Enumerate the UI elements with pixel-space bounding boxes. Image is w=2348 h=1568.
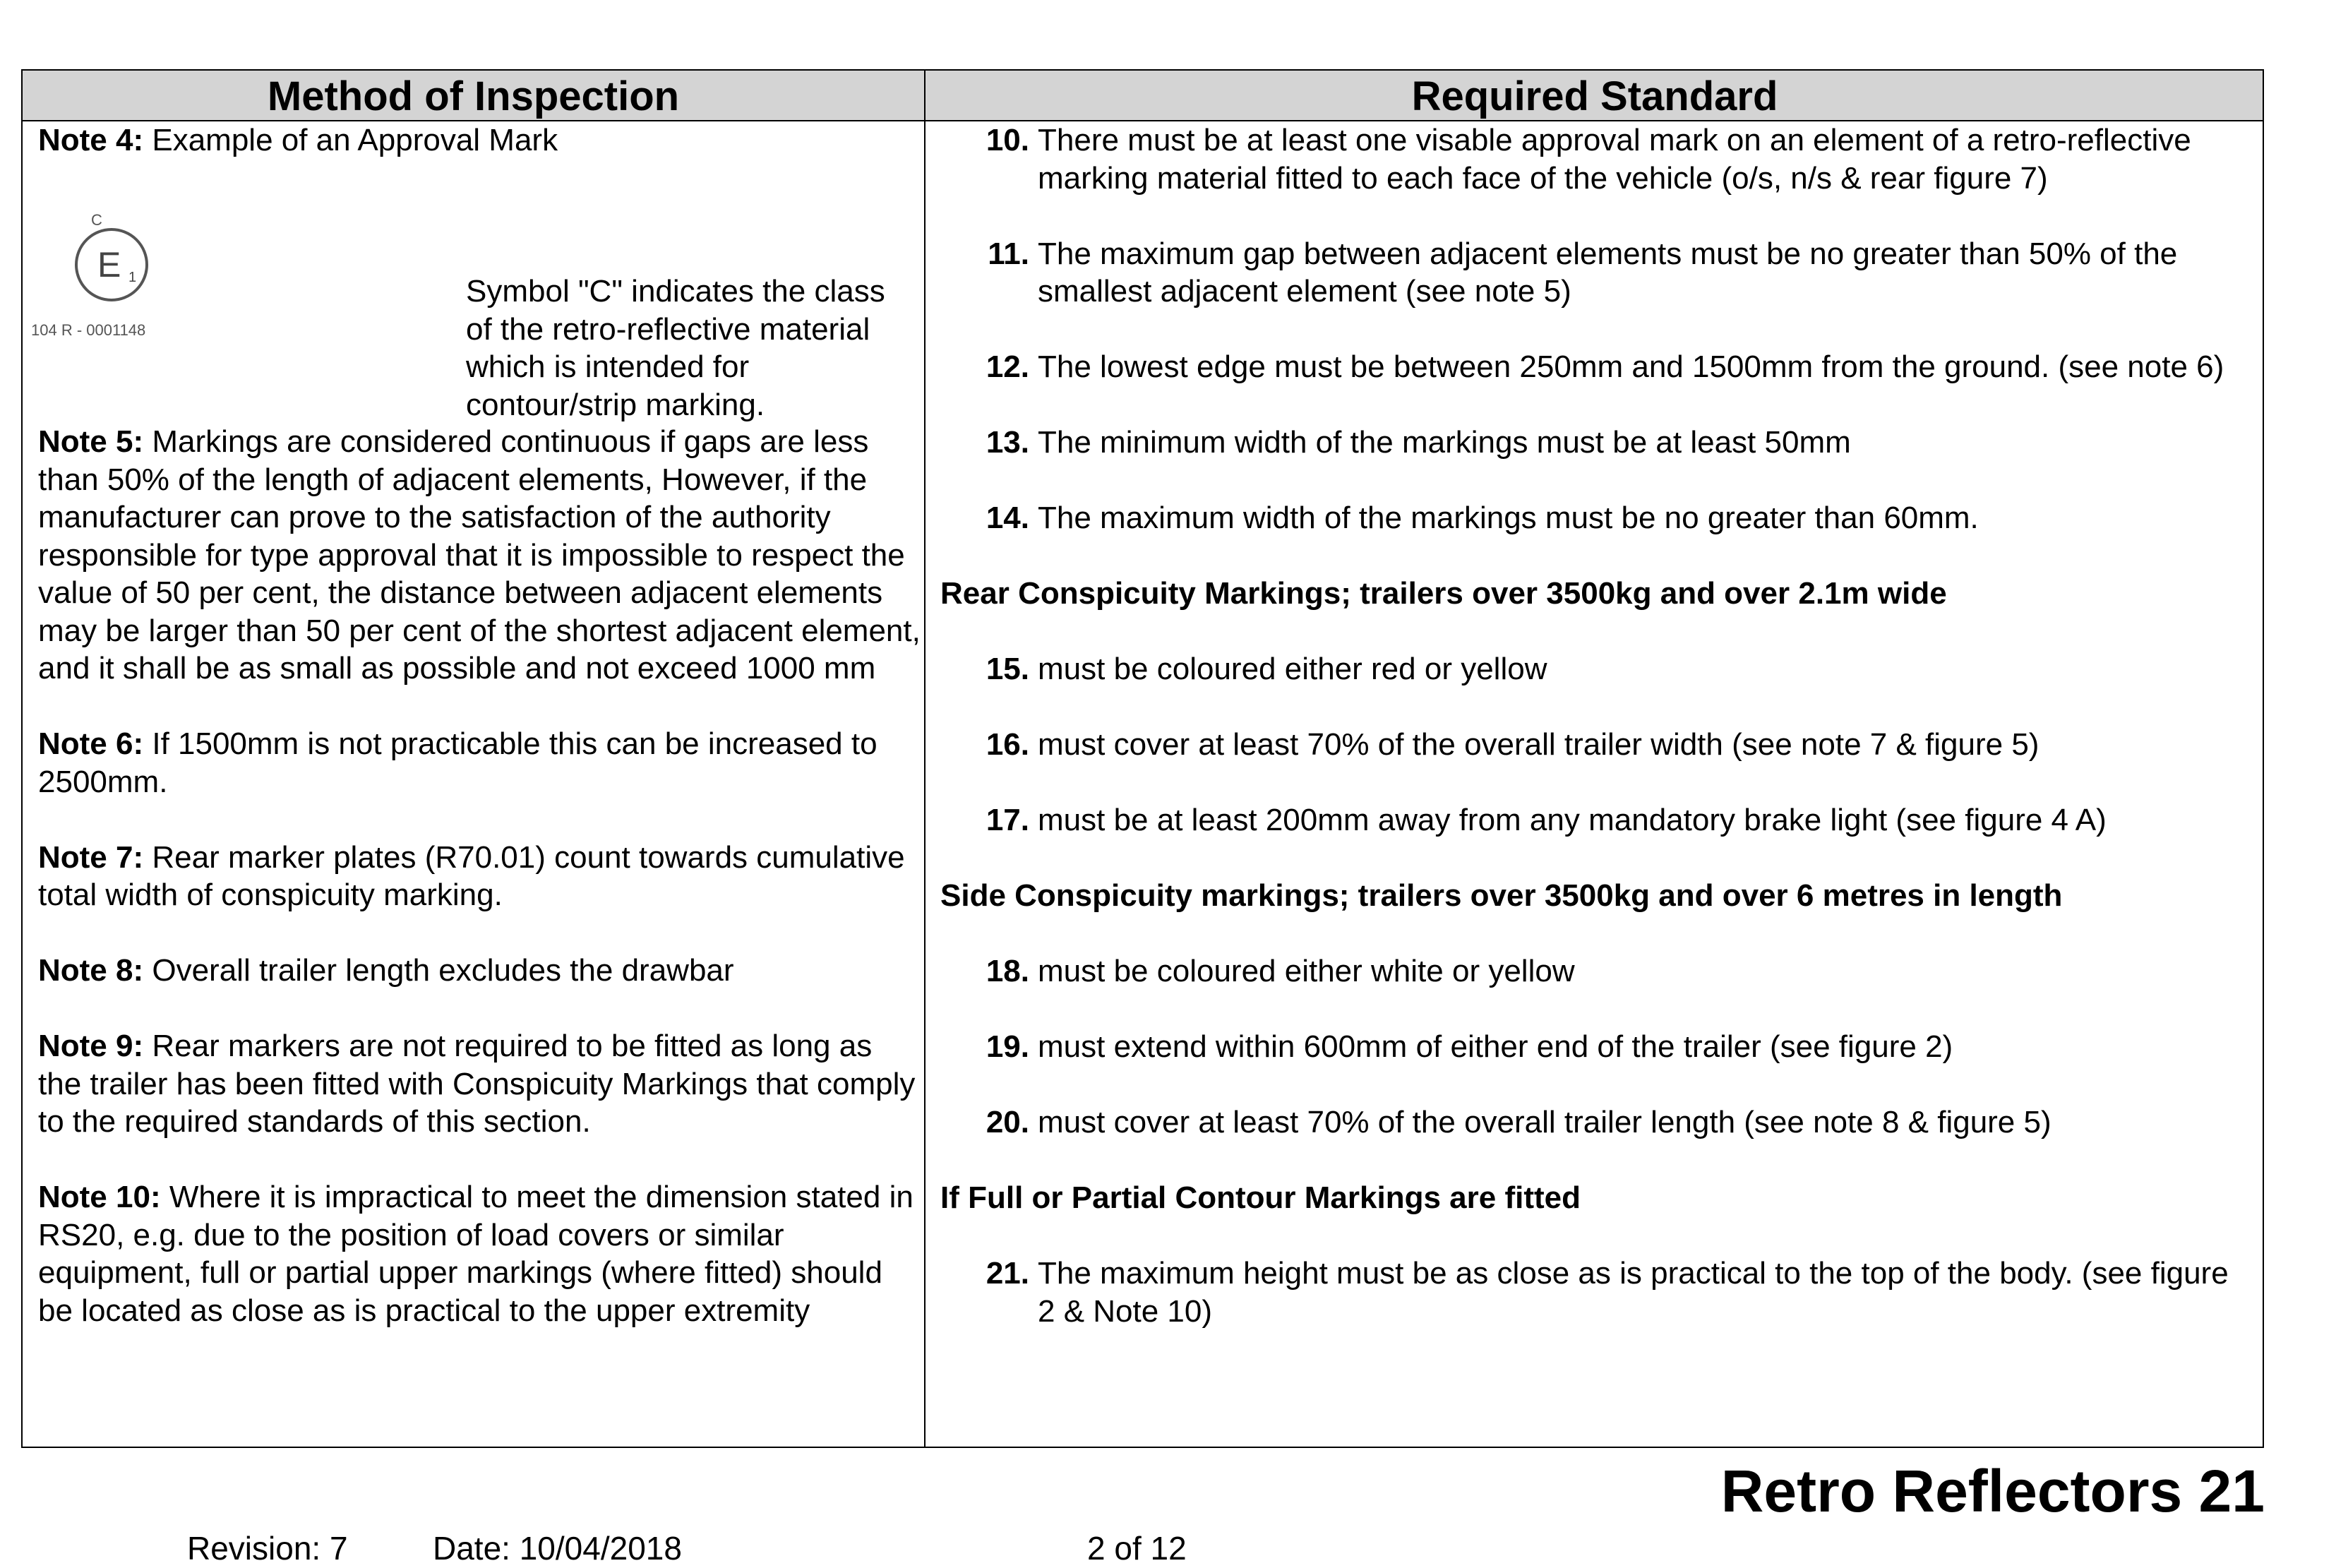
standard-item-19 bbox=[940, 1028, 2253, 1066]
footer-page-number: 2 of 12 bbox=[1087, 1530, 1187, 1567]
note-6 bbox=[38, 725, 921, 801]
note-text: If 1500mm is not practicable this can be increased to 2500mm. bbox=[38, 726, 877, 799]
approval-mark-description: Symbol "C" indicates the class of the retro-reflective material which is intended for contour/strip marking. bbox=[466, 274, 885, 422]
item-number: 11. bbox=[988, 236, 1029, 271]
standard-item-11 bbox=[940, 235, 2253, 311]
item-text: must be coloured either red or yellow bbox=[1038, 652, 1547, 686]
item-number: 17. bbox=[986, 803, 1029, 837]
item-number: 13. bbox=[986, 425, 1029, 460]
note-label: Note 7: bbox=[38, 839, 144, 875]
item-number: 15. bbox=[986, 652, 1029, 686]
item-number: 14. bbox=[986, 501, 1029, 535]
standard-item-13 bbox=[940, 424, 2253, 462]
item-number: 10. bbox=[986, 123, 1029, 157]
note-5 bbox=[38, 423, 921, 688]
note-label: Note 5: bbox=[38, 424, 144, 459]
table-header-row bbox=[23, 71, 2263, 121]
note-text: Rear markers are not required to be fitted as long as the trailer has been fitted with Conspicuity Markings that comply to the required standards of this section. bbox=[38, 1029, 916, 1139]
header-required-standard: Required Standard bbox=[1411, 73, 1778, 119]
note-label: Note 10: bbox=[38, 1180, 161, 1214]
note-text: Example of an Approval Mark bbox=[143, 123, 558, 157]
standard-column bbox=[940, 121, 2253, 1368]
item-number: 20. bbox=[986, 1105, 1029, 1139]
approval-code: 104 R - 0001148 bbox=[31, 321, 146, 339]
item-text: The lowest edge must be between 250mm and 1500mm from the ground. (see note 6) bbox=[1038, 349, 2224, 384]
item-number: 16. bbox=[986, 727, 1029, 762]
note-10 bbox=[38, 1178, 921, 1329]
standard-item-16 bbox=[940, 726, 2253, 764]
note-8 bbox=[38, 952, 921, 990]
standard-item-18 bbox=[940, 952, 2253, 991]
method-column bbox=[31, 121, 921, 1367]
note-label: Note 9: bbox=[38, 1029, 144, 1063]
note-text: Where it is impractical to meet the dimension stated in RS20, e.g. due to the position of load covers or similar equipment, full or partial upper markings (where fitted) should be located as close as is practical to the upper extremity bbox=[38, 1180, 914, 1328]
section-heading-rear: Rear Conspicuity Markings; trailers over 3500kg and over 2.1m wide bbox=[940, 576, 1947, 611]
note-label: Note 8: bbox=[38, 953, 144, 988]
note-text: Markings are considered continuous if gaps are less than 50% of the length of adjacent elements, However, if the manufacturer can prove to the satisfaction of the authority responsible for type approval that it is impossible to respect the value of 50 per cent, the distance between adjacent elements may be larger than 50 per cent of the shortest adjacent element, and it shall be as small as possible and not exceed 1000 mm bbox=[38, 424, 921, 686]
standard-item-14 bbox=[940, 499, 2253, 537]
approval-mark-figure bbox=[31, 201, 193, 339]
item-text: must extend within 600mm of either end of the trailer (see figure 2) bbox=[1038, 1029, 1953, 1064]
inspection-table bbox=[21, 69, 2264, 1448]
item-number: 12. bbox=[986, 349, 1029, 384]
note-9 bbox=[38, 1027, 921, 1141]
standard-item-12 bbox=[940, 348, 2253, 386]
note-label: Note 4: bbox=[38, 123, 144, 157]
note-text: Rear marker plates (R70.01) count towards cumulative total width of conspicuity marking. bbox=[38, 839, 905, 912]
e-mark-circle-icon bbox=[75, 228, 148, 301]
note-7 bbox=[38, 839, 921, 914]
item-text: must be coloured either white or yellow bbox=[1038, 954, 1575, 988]
class-symbol: C bbox=[91, 211, 102, 229]
e-number: 1 bbox=[128, 270, 137, 285]
e-symbol: E bbox=[97, 245, 121, 285]
header-method-of-inspection: Method of Inspection bbox=[267, 73, 680, 119]
section-heading-contour: If Full or Partial Contour Markings are fitted bbox=[940, 1180, 1581, 1215]
approval-mark-example bbox=[31, 197, 921, 423]
standard-item-17 bbox=[940, 801, 2253, 839]
footer-revision: Revision: 7 bbox=[187, 1530, 348, 1567]
page-title: Retro Reflectors 21 bbox=[1720, 1458, 2265, 1524]
note-4 bbox=[38, 121, 921, 160]
note-text: Overall trailer length excludes the drawbar bbox=[143, 953, 734, 988]
item-number: 21. bbox=[986, 1256, 1029, 1291]
footer-date: Date: 10/04/2018 bbox=[433, 1530, 682, 1567]
note-label: Note 6: bbox=[38, 726, 144, 761]
item-text: The maximum gap between adjacent elements must be no greater than 50% of the smallest adjacent element (see note 5) bbox=[1038, 236, 2178, 309]
item-text: There must be at least one visable approval mark on an element of a retro-reflective marking material fitted to each face of the vehicle (o/s, n/s & rear figure 7) bbox=[1038, 123, 2191, 196]
standard-item-15 bbox=[940, 650, 2253, 688]
standard-item-20 bbox=[940, 1103, 2253, 1142]
section-heading-side: Side Conspicuity markings; trailers over 3500kg and over 6 metres in length bbox=[940, 878, 2063, 913]
item-number: 18. bbox=[986, 954, 1029, 988]
item-text: The maximum height must be as close as is practical to the top of the body. (see figure 2 & Note 10) bbox=[1038, 1256, 2229, 1329]
standard-item-21 bbox=[940, 1255, 2253, 1330]
item-text: must cover at least 70% of the overall trailer length (see note 8 & figure 5) bbox=[1038, 1105, 2051, 1139]
item-text: The maximum width of the markings must be no greater than 60mm. bbox=[1038, 501, 1979, 535]
column-divider bbox=[924, 71, 926, 1447]
item-text: The minimum width of the markings must be at least 50mm bbox=[1038, 425, 1851, 460]
item-text: must be at least 200mm away from any mandatory brake light (see figure 4 A) bbox=[1038, 803, 2107, 837]
item-number: 19. bbox=[986, 1029, 1029, 1064]
standard-item-10 bbox=[940, 121, 2253, 197]
item-text: must cover at least 70% of the overall trailer width (see note 7 & figure 5) bbox=[1038, 727, 2039, 762]
